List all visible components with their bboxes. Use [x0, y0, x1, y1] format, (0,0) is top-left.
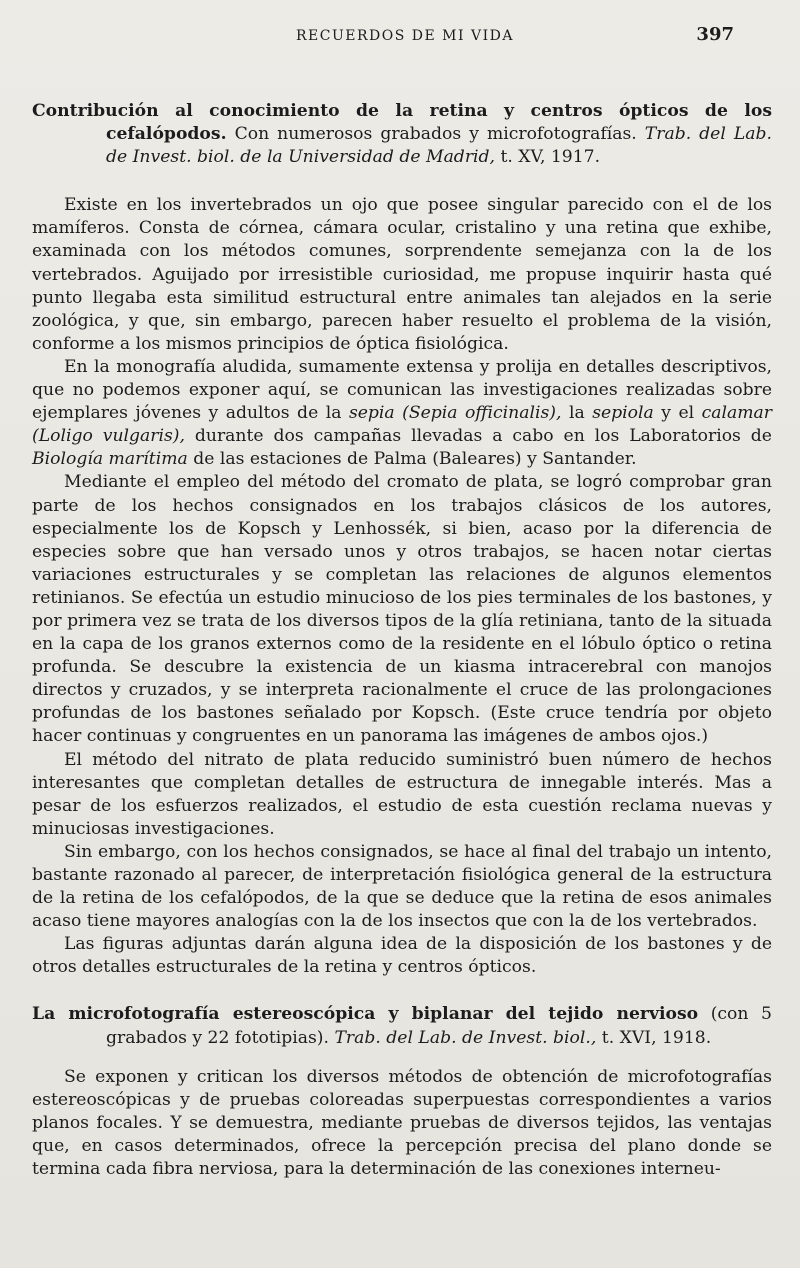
- lab-name: Biología marítima: [32, 449, 188, 470]
- species-name: sepia (Sepia officinalis),: [348, 403, 562, 424]
- paragraph: Existe en los invertebrados un ojo que posee singular parecido con el de los mamíferos. Consta de córnea, cámara ocular, cristalino y una retina que exhibe, examinada con los métodos comunes, sorprendente semejanza con la de los vertebrados. Aguijado por irresistible curiosidad, me propuse inquirir hasta qué punto llegaba esta similitud estructural entre animales tan alejados en la serie zoológica, y que, sin embargo, parecen haber resuelto el problema de la visión, conforme a los mismos principios de óptica fisiológica.: [32, 195, 772, 354]
- entry-heading-retina: [32, 100, 772, 169]
- page-header: [296, 24, 734, 54]
- entry-reference: Trab. del Lab. de Invest. biol.,: [334, 1027, 597, 1048]
- page-number: 397: [696, 24, 734, 45]
- text-run: En la monografía aludida, sumamente extensa y prolija en detalles descriptivos, que no podemos exponer aquí, se comunican las investigaciones realizadas sobre ejemplares jóvenes y adultos de la: [32, 356, 772, 424]
- paragraph: Se exponen y critican los diversos métodos de obtención de microfotografías estereoscópicas y de pruebas coloreadas superpuestas correspondientes a varios planos focales. Y se demuestra, mediante pruebas de diversos tejidos, las ventajas que, en casos determinados, ofrece la percepción precisa del plano donde se termina cada fibra nerviosa, para la determinación de las conexiones interneu-: [32, 1066, 772, 1180]
- paragraph: Sin embargo, con los hechos consignados, se hace al final del trabajo un intento, bastante razonado al parecer, de interpretación fisiológica general de la estructura de la retina de los cefalópodos, de la que se deduce que la retina de esos animales acaso tiene mayores analogías con la de los insectos que con la de los vertebrados.: [32, 841, 772, 932]
- text-run: y el: [653, 403, 702, 424]
- paragraph: El método del nitrato de plata reducido suministró buen número de hechos interesantes que completan detalles de estructura de innegable interés. Mas a pesar de los esfuerzos realizados, el estudio de esta cuestión reclama nuevas y minuciosas investigaciones.: [32, 749, 772, 839]
- text-run: durante dos campañas llevadas a cabo en los Laboratorios de: [184, 426, 772, 447]
- species-name: sepiola: [592, 403, 654, 424]
- entry-reference-tail: t. XV, 1917.: [495, 147, 601, 168]
- entry-reference-tail: t. XVI, 1918.: [596, 1027, 712, 1048]
- text-run: de las estaciones de Palma (Baleares) y Santander.: [187, 449, 637, 470]
- entry-title: La microfotografía estereoscópica y biplanar del tejido nervioso: [32, 1004, 699, 1025]
- entry-note: Con numerosos grabados y microfotografías.: [226, 124, 645, 145]
- paragraph: [32, 356, 772, 471]
- entry-title: Contribución al conocimiento de la retina y centros ópticos de los cefalópodos.: [32, 101, 772, 145]
- entry-heading-microfotografia: [32, 1003, 772, 1049]
- paragraph: Las figuras adjuntas darán alguna idea de la disposición de los bastones y de otros detalles estructurales de la retina y centros ópticos.: [32, 934, 772, 978]
- entry-note: (con 5 grabados y 22 fototipias).: [106, 1004, 772, 1048]
- running-title: RECUERDOS DE MI VIDA: [296, 28, 514, 44]
- text-run: la: [561, 403, 593, 424]
- species-name: calamar (Loligo vulgaris),: [32, 403, 772, 447]
- page-content: [32, 100, 772, 1181]
- entry-reference: Trab. del Lab. de Invest. biol. de la Universidad de Madrid,: [106, 124, 772, 168]
- paragraph: Mediante el empleo del método del cromato de plata, se logró comprobar gran parte de los hechos consignados en los trabajos clásicos de los autores, especialmente los de Kopsch y Lenhossék, si bien, acaso por la diferencia de especies sobre que han versado unos y otros trabajos, se hacen notar ciertas variaciones estructurales y se completan las relaciones de algunos elementos retinianos. Se efectúa un estudio minucioso de los pies terminales de los bastones, y por primera vez se trata de los diversos tipos de la glía retiniana, tanto de la situada en la capa de los granos externos como de la residente en el lóbulo óptico o retina profunda. Se descubre la existencia de un kiasma intracerebral con manojos directos y cruzados, y se interpreta racionalmente el cruce de las prolongaciones profundas de los bastones señalado por Kopsch. (Este cruce tendría por objeto hacer continuas y congruentes en un panorama las imágenes de ambos ojos.): [32, 472, 772, 747]
